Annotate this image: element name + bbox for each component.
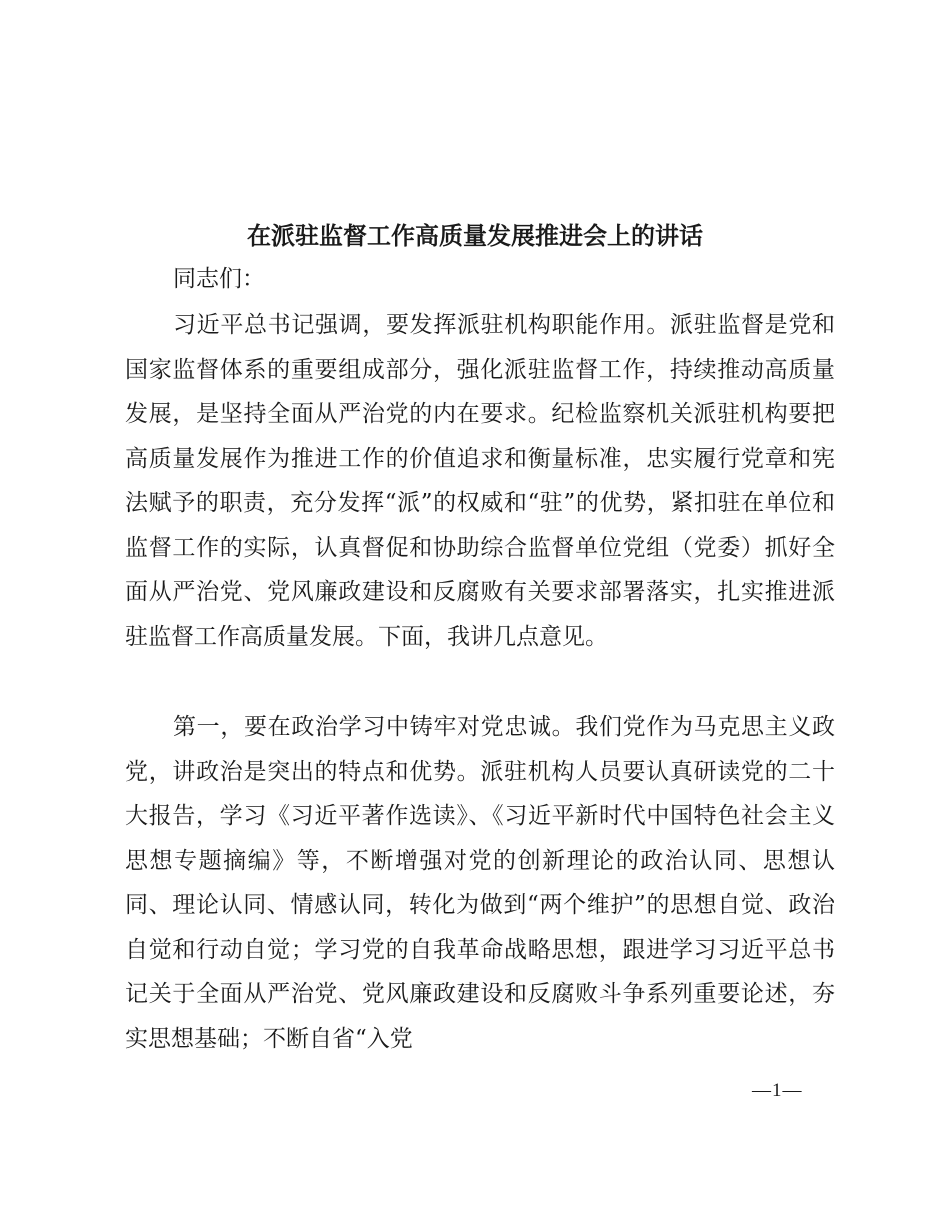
document-title: 在派驻监督工作高质量发展推进会上的讲话 xyxy=(247,221,703,250)
salutation xyxy=(125,257,835,302)
paragraph-2: 第一，要在政治学习中铸牢对党忠诚。我们党作为马克思主义政党，讲政治是突出的特点和优势。派驻机构人员要认真研读党的二十大报告，学习《习近平著作选读》、《习近平新时代中国特色社会主义思想专题摘编》等，不断增强对党的创新理论的政治认同、思想认同、理论认同、情感认同，转化为做到“两个维护”的思想自觉、政治自觉和行动自觉；学习党的自我革命战略思想，跟进学习习近平总书记关于全面从严治党、党风廉政建设和反腐败斗争系列重要论述，夯实思想基础；不断自省“入党 xyxy=(125,714,835,1052)
salutation-text: 同志们： xyxy=(173,266,265,292)
paragraph-1: 习近平总书记强调，要发挥派驻机构职能作用。派驻监督是党和国家监督体系的重要组成部分，强化派驻监督工作，持续推动高质量发展，是坚持全面从严治党的内在要求。纪检监察机关派驻机构要把高质量发展作为推进工作的价值追求和衡量标准，忠实履行党章和宪法赋予的职责，充分发挥“派”的权威和“驻”的优势，紧扣驻在单位和监督工作的实际，认真督促和协助综合监督单位党组（党委）抓好全面从严治党、党风廉政建设和反腐败有关要求部署落实，扎实推进派驻监督工作高质量发展。下面，我讲几点意见。 xyxy=(125,312,835,650)
page-number: —1— xyxy=(752,1080,803,1101)
